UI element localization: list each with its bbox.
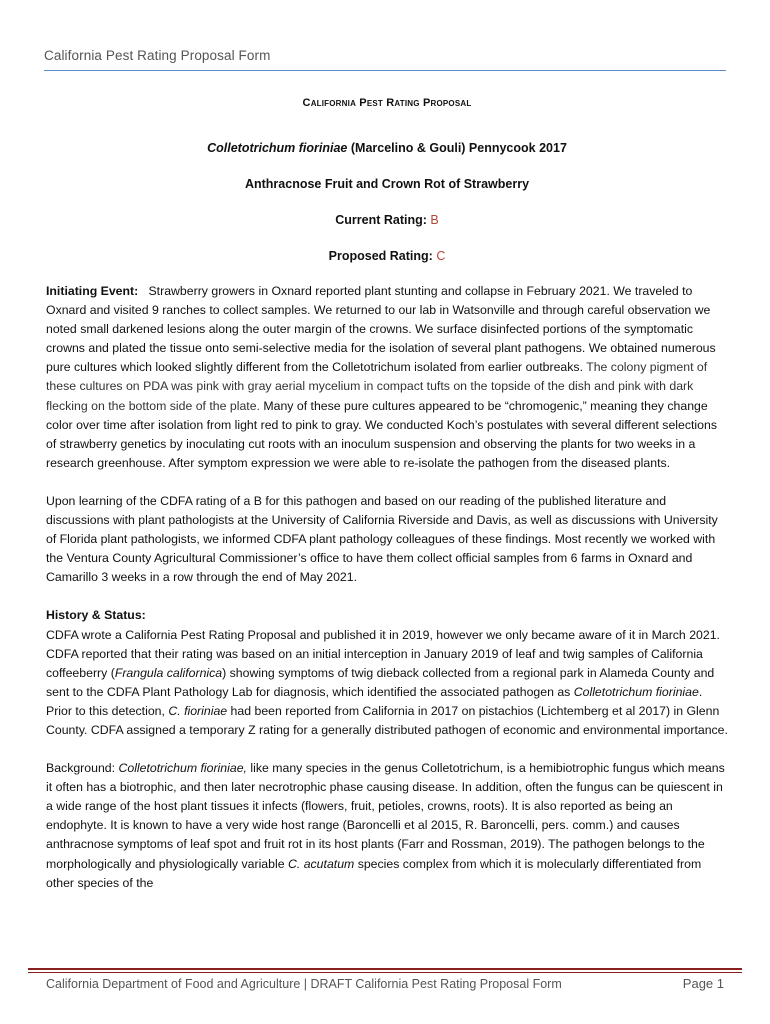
history-t4: had been reported from California in 2017 on pistachios (Lichtemberg et al 2017) in Glenn County. CDFA assigned a temporary Z rating for a generally distributed pathogen of economic and environmental importance. xyxy=(46,703,728,737)
header-divider xyxy=(44,70,726,71)
history-italic-2: Colletotrichum fioriniae xyxy=(573,684,699,699)
history-t2: ) showing symptoms of twig dieback collected from a regional park in Alameda County and sent to the CDFA Plant Pathology Lab for diagnosis, which identified the associated pathogen as xyxy=(46,665,715,699)
initiating-text-b: The colony pigment of these cultures on PDA was pink with gray aerial mycelium in compact tufts on the topside of the dish and pink with dark flecking on the bottom side of the plate. xyxy=(46,360,708,413)
organism-line xyxy=(46,139,728,158)
background-t1: like many species in the genus Colletotrichum, is a hemibiotrophic fungus which means it often has a biotrophic, and then later necrotrophic phase causing disease. In addition, often the fungus can be quiescent in a wide range of the host plant tissues it infects (flowers, fruit, petioles, crowns, roots). It is also reported as being an endophyte. It is known to have a very wide host range (Baroncelli et al 2015, R. Baroncelli, pers. comm.) and causes anthracnose symptoms of leaf spot and fruit rot in its host plants (Farr and Rossman, 2019). The pathogen belongs to the morphologically and physiologically variable xyxy=(46,761,725,871)
proposed-rating-label: Proposed Rating: xyxy=(328,249,437,263)
history-t3: . Prior to this detection, xyxy=(46,684,703,718)
cdfa-rating-paragraph: Upon learning of the CDFA rating of a B for this pathogen and based on our reading of the published literature and discussions with plant pathologists at the University of California Riverside and Davis, as well as discussions with University of Florida plant pathologists, we informed CDFA plant pathology colleagues of these findings. Most recently we worked with the Ventura County Agricultural Commissioner’s office to have them collect official samples from 6 farms in Oxnard and Camarillo 3 weeks in a row through the end of May 2021. xyxy=(46,493,718,585)
initiating-event-paragraph xyxy=(46,282,728,473)
running-header: California Pest Rating Proposal Form xyxy=(44,48,271,63)
history-status-paragraph xyxy=(46,626,728,741)
initiating-event-label: Initiating Event: xyxy=(46,284,139,298)
background-italic-2: C. acutatum xyxy=(287,856,355,871)
organism-authority: (Marcelino & Gouli) Pennycook 2017 xyxy=(347,141,567,155)
background-italic-1: Colletotrichum fioriniae, xyxy=(118,761,247,776)
common-name: Anthracnose Fruit and Crown Rot of Strawberry xyxy=(244,177,530,191)
organism-name: Colletotrichum fioriniae xyxy=(207,141,348,155)
running-footer: California Department of Food and Agriculture | DRAFT California Pest Rating Proposal Form xyxy=(46,977,562,991)
history-t1: CDFA wrote a California Pest Rating Proposal and published it in 2019, however we only became aware of it in March 2021. CDFA reported that their rating was based on an initial interception in January 2019 of leaf and twig samples of California coffeeberry ( xyxy=(46,627,720,680)
current-rating-label: Current Rating: xyxy=(335,213,431,227)
proposed-rating xyxy=(46,247,728,266)
document-title: California Pest Rating Proposal xyxy=(302,97,472,109)
history-italic-3: C. fioriniae xyxy=(168,703,228,718)
history-status-heading: History & Status: xyxy=(46,608,146,623)
initiating-text-a: Strawberry growers in Oxnard reported plant stunting and collapse in February 2021. We traveled to Oxnard and visited 9 ranches to collect samples. We returned to our lab in Watsonville and through careful observation we noted small darkened lesions along the outer margin of the crowns. We surface disinfected portions of the symptomatic crowns and plated the tissue onto semi-selective media for the isolation of several plant pathogens. We obtained numerous pure cultures which looked slightly different from the Colletotrichum isolated from earlier outbreaks. xyxy=(46,284,716,375)
proposed-rating-value: C xyxy=(436,249,446,263)
footer-divider-thin xyxy=(28,972,742,973)
current-rating-value: B xyxy=(430,213,439,227)
history-italic-1: Frangula californica xyxy=(114,665,223,680)
background-paragraph xyxy=(46,759,728,893)
background-label: Background: xyxy=(46,761,119,776)
page-number: Page 1 xyxy=(682,976,724,991)
document-body xyxy=(46,90,728,893)
background-t2: species complex from which it is molecularly differentiated from other species of the xyxy=(46,856,702,890)
footer-divider xyxy=(28,968,742,970)
initiating-text-c: Many of these pure cultures appeared to be “chromogenic,” meaning they change color over time after isolation from light red to pink to gray. We conducted Koch’s postulates with several different selections of strawberry genetics by inoculating cut roots with an inoculum suspension and observing the plants for two weeks in a research greenhouse. After symptom expression we were able to re-isolate the pathogen from the diseased plants. xyxy=(46,398,717,470)
current-rating xyxy=(46,211,728,230)
